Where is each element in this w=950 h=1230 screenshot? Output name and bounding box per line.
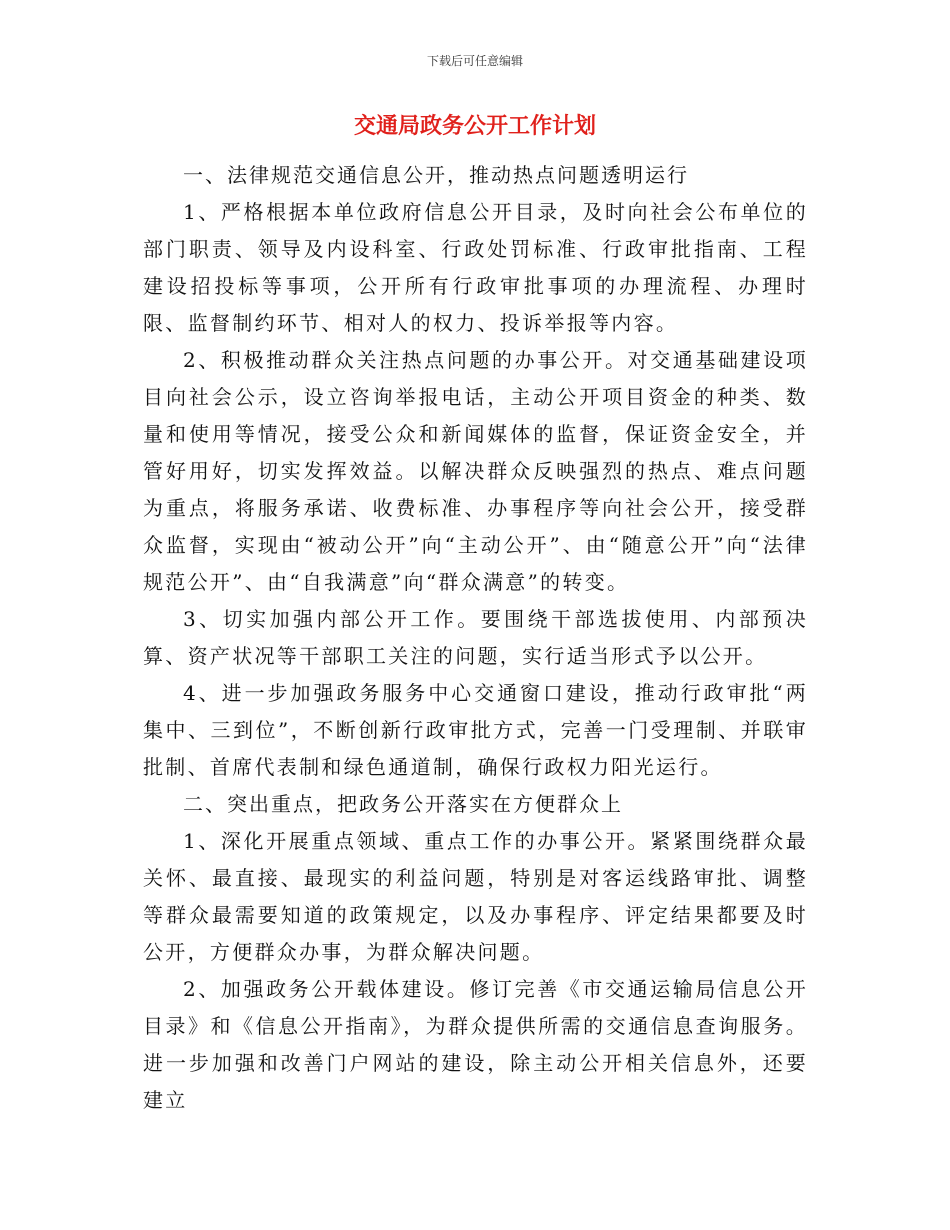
- section-heading-2: 二、突出重点，把政务公开落实在方便群众上: [183, 792, 623, 816]
- paragraph-2-2: 2、加强政务公开载体建设。修订完善《市交通运输局信息公开目录》和《信息公开指南》，为群众提供所需的交通信息查询服务。进一步加强和改善门户网站的建设，除主动公开相关信息外，还要建立: [143, 977, 808, 1112]
- paragraph-2-1: 1、深化开展重点领域、重点工作的办事公开。紧紧围绕群众最关怀、最直接、最现实的利益问题，特别是对客运线路审批、调整等群众最需要知道的政策规定，以及办事程序、评定结果都要及时公开，方便群众办事，为群众解决问题。: [143, 829, 808, 964]
- document-title: 交通局政务公开工作计划: [353, 114, 596, 139]
- paragraph-1-1: 1、严格根据本单位政府信息公开目录，及时向社会公布单位的部门职责、领导及内设科室、行政处罚标准、行政审批指南、工程建设招投标等事项，公开所有行政审批事项的办理流程、办理时限、监督制约环节、相对人的权力、投诉举报等内容。: [143, 200, 808, 335]
- section-heading-1: 一、法律规范交通信息公开，推动热点问题透明运行: [183, 163, 689, 187]
- document-body: [143, 157, 808, 1119]
- paragraph-1-3: 3、切实加强内部公开工作。要围绕干部选拔使用、内部预决算、资产状况等干部职工关注的问题，实行适当形式予以公开。: [143, 607, 808, 668]
- paragraph-1-4: 4、进一步加强政务服务中心交通窗口建设，推动行政审批“两集中、三到位”，不断创新行政审批方式，完善一门受理制、并联审批制、首席代表制和绿色通道制，确保行政权力阳光运行。: [143, 681, 808, 779]
- paragraph-1-2: 2、积极推动群众关注热点问题的办事公开。对交通基础建设项目向社会公示，设立咨询举报电话，主动公开项目资金的种类、数量和使用等情况，接受公众和新闻媒体的监督，保证资金安全，并管好用好，切实发挥效益。以解决群众反映强烈的热点、难点问题为重点，将服务承诺、收费标准、办事程序等向社会公开，接受群众监督，实现由“被动公开”向“主动公开”、由“随意公开”向“法律规范公开”、由“自我满意”向“群众满意”的转变。: [143, 348, 808, 594]
- page-header-note: 下载后可任意编辑: [426, 54, 523, 68]
